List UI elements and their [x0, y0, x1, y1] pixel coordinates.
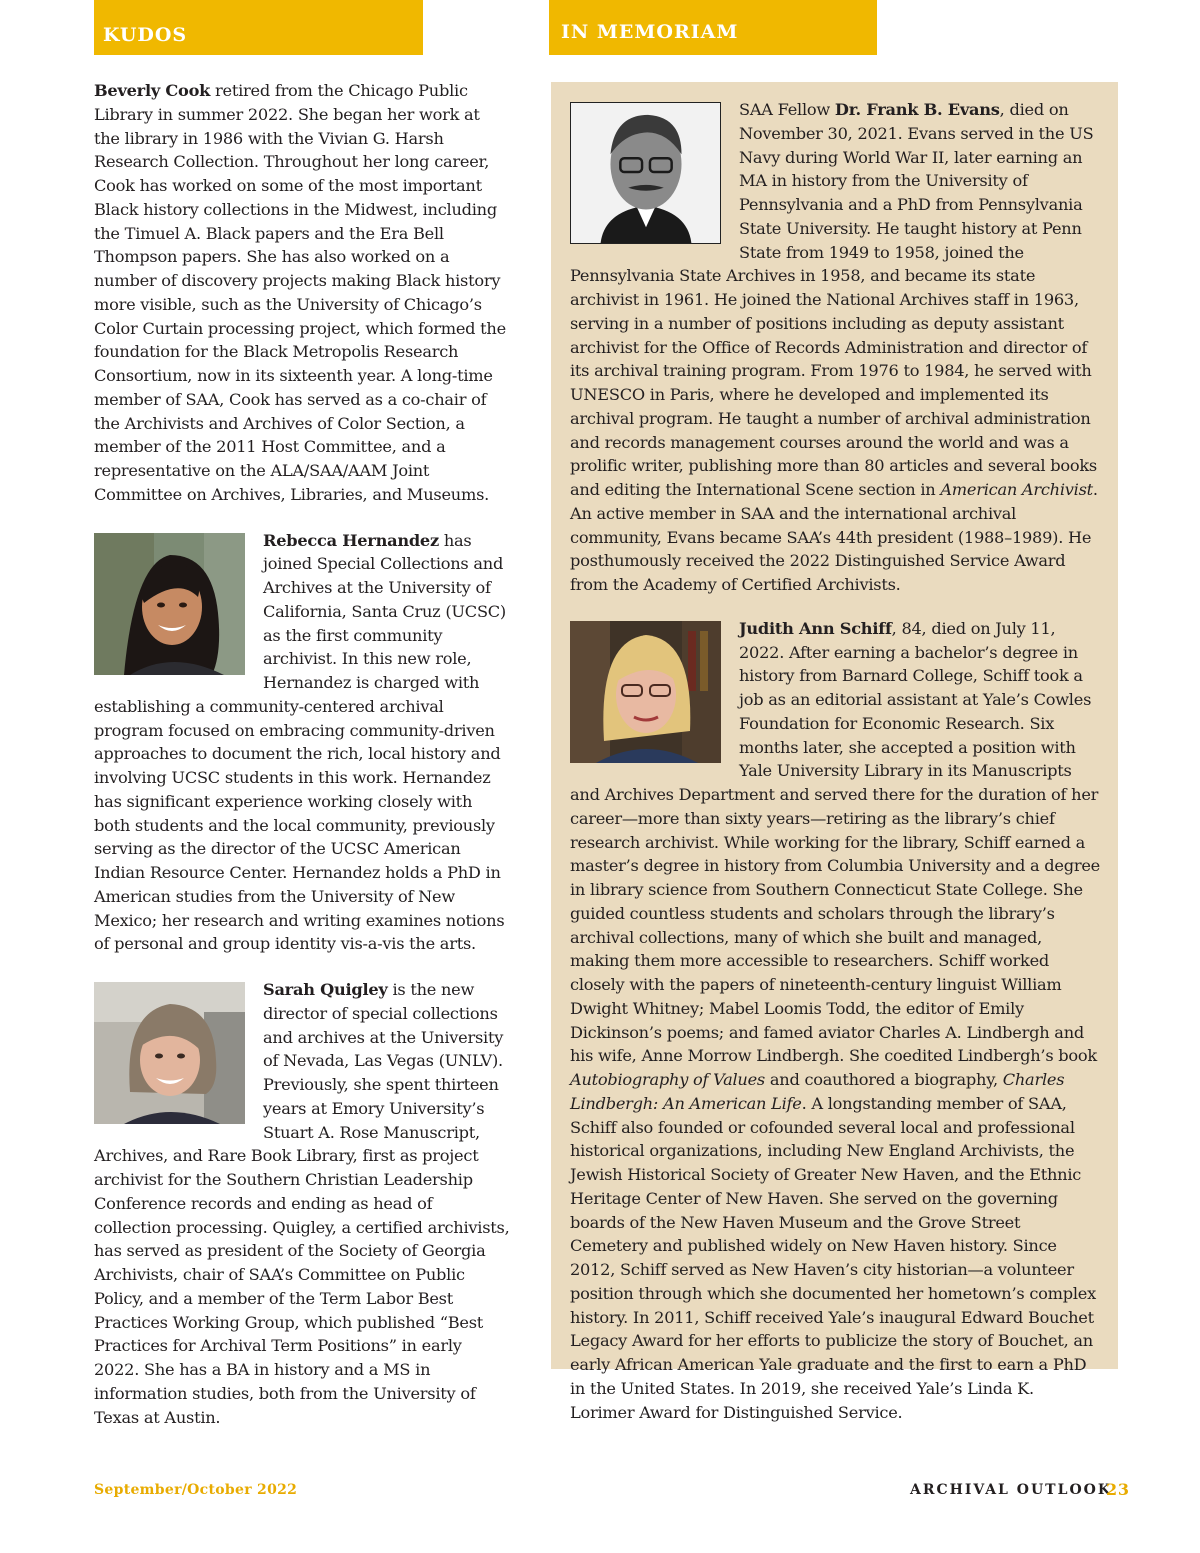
entry-text: and coauthored a biography,: [764, 1070, 1003, 1089]
kudos-entry-quigley: [94, 978, 510, 1429]
person-name: Rebecca Hernandez: [263, 530, 439, 550]
entry-text: , 84, died on July 11, 2022. After earning a bachelor’s degree in history from Barnard College, Schiff took a job as an editorial assistant at Yale’s Cowles Foundation for Economic Research. Six months later, she accepted a position with Yale University Library in its Manuscripts and Archives Department and served there for the duration of her career—more than sixty years—retiring as the library’s chief research archivist. While working for the library, Schiff earned a master’s degree in history from Columbia University and a degree in library science from Southern Connecticut State College. She guided countless students and scholars through the library’s archival collections, many of which she built and managed, making them more accessible to researchers. Schiff worked closely with the papers of nineteenth-century linguist William Dwight Whitney; Mabel Loomis Todd, the editor of Emily Dickinson’s poems; and famed aviator Charles A. Lindbergh and his wife, Anne Morrow Lindbergh. She coedited Lindbergh’s book: [570, 618, 1100, 1066]
memoriam-section-header: [549, 0, 877, 55]
memoriam-title: IN MEMORIAM: [561, 21, 739, 43]
portrait-photo-evans: [570, 102, 721, 244]
kudos-entry-cook: [94, 79, 510, 507]
book-title: Charles Lindbergh: An American Life: [570, 1070, 1065, 1113]
person-name: Judith Ann Schiff: [739, 618, 892, 638]
entry-text: , died on November 30, 2021. Evans served in the US Navy during World War II, later earning an MA in history from the University of Pennsylvania and a PhD from Pennsylvania State University. He taught history at Penn State from 1949 to 1958, joined the Pennsylvania State Archives in 1958, and became its state archivist in 1961. He joined the National Archives staff in 1963, serving in a number of positions including as deputy assistant archivist for the Office of Records Administration and director of its archival training program. From 1976 to 1984, he served with UNESCO in Paris, where he developed and implemented its archival program. He taught a number of archival administration and records management courses around the world and was a prolific writer, publishing more than 80 articles and several books and editing the International Scene section in: [570, 100, 1097, 499]
entry-text: . An active member in SAA and the international archival community, Evans became SAA’s 44th president (1988–1989). He posthumously received the 2022 Distinguished Service Award from the Academy of Certified Archivists.: [570, 480, 1098, 594]
portrait-photo-hernandez: [94, 533, 245, 675]
person-name: Sarah Quigley: [263, 980, 388, 999]
person-name: Beverly Cook: [94, 81, 211, 100]
publication-title: American Archivist: [940, 480, 1093, 499]
memoriam-entry-evans: [570, 98, 1102, 597]
person-name: Dr. Frank B. Evans: [834, 100, 1000, 119]
entry-text: retired from the Chicago Public Library in summer 2022. She began her work at the library in 1986 with the Vivian G. Harsh Research Collection. Throughout her long career, Cook has worked on some of the most important Black history collections in the Midwest, including the Timuel A. Black papers and the Era Bell Thompson papers. She has also worked on a number of discovery projects making Black history more visible, such as the University of Chicago’s Color Curtain processing project, which formed the foundation for the Black Metropolis Research Consortium, now in its sixteenth year. A long-time member of SAA, Cook has served as a co-chair of the Archivists and Archives of Color Section, a member of the 2011 Host Committee, and a representative on the ALA/SAA/AAM Joint Committee on Archives, Libraries, and Museums.: [94, 81, 506, 504]
issue-date: September/October 2022: [94, 1482, 298, 1498]
entry-text: . A longstanding member of SAA, Schiff also founded or cofounded several local and professional historical organizations, including New England Archivists, the Jewish Historical Society of Greater New Haven, and the Ethnic Heritage Center of New Haven. She served on the governing boards of the New Haven Museum and the Grove Street Cemetery and published widely on New Haven history. Since 2012, Schiff served as New Haven’s city historian—a volunteer position through which she documented her hometown’s complex history. In 2011, Schiff received Yale’s inaugural Edward Bouchet Legacy Award for her efforts to publicize the story of Bouchet, an early African American Yale graduate and the first to earn a PhD in the United States. In 2019, she received Yale’s Linda K. Lorimer Award for Distinguished Service.: [570, 1093, 1096, 1422]
entry-text: has joined Special Collections and Archives at the University of California, Santa Cruz (UCSC) as the first community archivist. In this new role, Hernandez is charged with establishing a community-centered archival program focused on embracing community-driven approaches to document the rich, local history and involving UCSC students in this work. Hernandez has significant experience working closely with both students and the local community, previously serving as the director of the UCSC American Indian Resource Center. Hernandez holds a PhD in American studies from the University of New Mexico; her research and writing examines notions of personal and group identity vis-a-vis the arts.: [94, 530, 506, 954]
kudos-title: KUDOS: [103, 24, 188, 46]
entry-prefix: SAA Fellow: [739, 100, 835, 119]
publication-name: ARCHIVAL OUTLOOK: [910, 1482, 1112, 1498]
kudos-section-header: [94, 0, 423, 55]
portrait-photo-schiff: [570, 621, 721, 763]
portrait-photo-quigley: [94, 982, 245, 1124]
page-number: 23: [1106, 1480, 1130, 1499]
entry-text: is the new director of special collections and archives at the University of Nevada, Las Vegas (UNLV). Previously, she spent thirteen years at Emory University’s Stuart A. Rose Manuscript, Archives, and Rare Book Library, first as project archivist for the Southern Christian Leadership Conference records and ending as head of collection processing. Quigley, a certified archivists, has served as president of the Society of Georgia Archivists, chair of SAA’s Committee on Public Policy, and a member of the Term Labor Best Practices Working Group, which published “Best Practices for Archival Term Positions” in early 2022. She has a BA in history and a MS in information studies, both from the University of Texas at Austin.: [94, 980, 510, 1427]
memoriam-entry-schiff: [570, 617, 1102, 1425]
kudos-column: [94, 79, 510, 1448]
book-title: Autobiography of Values: [570, 1070, 765, 1089]
kudos-entry-hernandez: [94, 529, 510, 957]
memoriam-column: [570, 98, 1102, 1443]
